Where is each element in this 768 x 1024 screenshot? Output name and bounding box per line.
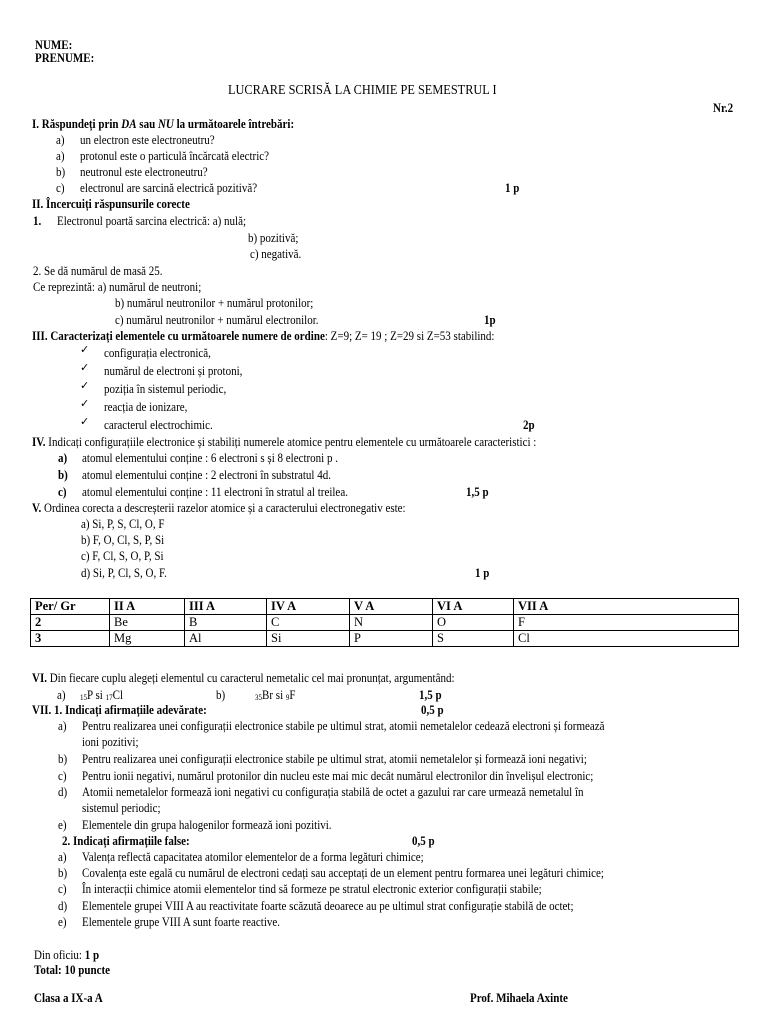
s4-item-text: atomul elementului conține : 11 electroni în stratul al treilea. [82,485,348,499]
section-2-title: II. Încercuiți răspunsurile corecte [32,197,190,211]
s7-2-item-letter: c) [58,882,67,896]
s2-q1-number: 1. [33,214,42,228]
s2-q1-option-b: b) pozitivă; [248,231,299,245]
s2-q2-text: 2. Se dă numărul de masă 25. [33,264,163,278]
s6-pair-b-letter: b) [216,688,226,702]
table-cell: Be [110,615,185,631]
s5-option: b) F, O, Cl, S, P, Si [81,533,165,547]
s1-item-text: neutronul este electroneutru? [80,165,208,179]
s1-item-text: electronul are sarcină electrică pozitivă? [80,181,258,195]
s7-2-item-text: Elementele grupe VIII A sunt foarte reactive. [82,915,281,929]
s7-1-item-line: Atomii nemetalelor formează ioni negativi cu configurația stabilă de octet a gazului rar care urmează nemetalul în [82,785,584,799]
checkmark-icon: ✓ [80,362,90,374]
s1-item-text: protonul este o particulă încărcată electric? [80,149,270,163]
s7-2-item-text: În interacții chimice atomii elementelor tind să formeze pe stratul electronic exterior configurații stabile; [82,882,542,896]
s1-item-letter: a) [56,133,65,147]
s7-1-item-letter: e) [58,818,67,832]
checkmark-icon: ✓ [80,380,90,392]
table-cell: F [514,615,739,631]
s7-2-item-letter: d) [58,899,68,913]
s3-item: caracterul electrochimic. [104,418,213,432]
variant-number: Nr.2 [713,101,734,115]
s2-q1-text: Electronul poartă sarcina electrică: a) nulă; [57,214,247,228]
table-header-cell: VI A [433,599,514,615]
s1-item-letter: c) [56,181,65,195]
s7-1-item-line: sistemul periodic; [82,801,161,815]
s7-2-item-text: Valența reflectă capacitatea atomilor elementelor de a forma legături chimice; [82,850,424,864]
checkmark-icon: ✓ [80,416,90,428]
s7-2-item-letter: a) [58,850,67,864]
s4-points: 1,5 p [466,485,489,499]
s4-item-letter: c) [58,485,67,499]
s7-2-item-text: Elementele grupei VIII A au reactivitate foarte scăzută deoarece au pe ultimul strat configurație stabilă de octet; [82,899,574,913]
teacher-name: Prof. Mihaela Axinte [470,991,568,1005]
s7-1-item-line: ioni pozitivi; [82,735,139,749]
s1-item-text: un electron este electroneutru? [80,133,215,147]
s5-option: d) Si, P, Cl, S, O, F. [81,566,167,580]
section-7-2-title: 2. Indicați afirmațiile false: [62,834,190,848]
s2-q2-option-b: b) numărul neutronilor + numărul protonilor; [115,296,314,310]
s1-item-letter: a) [56,149,65,163]
table-row [31,615,739,631]
s7-2-item-text: Covalența este egală cu numărul de electroni cedați sau acceptați de un element pentru formarea unei legături chimice; [82,866,604,880]
oficiu-points: Din oficiu: 1 p [34,948,100,962]
table-cell: O [433,615,514,631]
s7-1-item-letter: a) [58,719,67,733]
nume-label: NUME: [35,38,73,52]
s5-option: c) F, Cl, S, O, P, Si [81,549,164,563]
s7-1-points: 0,5 p [421,703,444,717]
table-cell: Mg [110,631,185,647]
s1-item-letter: b) [56,165,66,179]
page-title: LUCRARE SCRISĂ LA CHIMIE PE SEMESTRUL I [228,83,497,98]
s7-1-item-letter: c) [58,769,67,783]
class-label: Clasa a IX-a A [34,991,103,1005]
checkmark-icon: ✓ [80,398,90,410]
s3-item: numărul de electroni și protoni, [104,364,243,378]
section-6-title: VI. Din fiecare cuplu alegeți elementul cu caracterul nemetalic cel mai pronunțat, argumentând: [32,671,455,685]
s7-2-points: 0,5 p [412,834,435,848]
s2-q2-option-c: c) numărul neutronilor + numărul electronilor. [115,313,319,327]
table-cell: Si [267,631,350,647]
prenume-label: PRENUME: [35,51,95,65]
section-7-1-title: VII. 1. Indicați afirmațiile adevărate: [32,703,207,717]
s7-1-item-line: Elementele din grupa halogenilor formează ioni pozitivi. [82,818,332,832]
s4-item-letter: a) [58,451,68,465]
s2-q2-prompt: Ce reprezintă: a) numărul de neutroni; [33,280,202,294]
s7-1-item-letter: d) [58,785,68,799]
table-cell: S [433,631,514,647]
s2-points: 1p [484,313,496,327]
table-row [31,631,739,647]
table-cell: C [267,615,350,631]
periodic-table-excerpt [30,598,739,647]
section-4-title: IV. Indicați configurațiile electronice și stabiliți numerele atomice pentru elementele cu următoarele caracteristici : [32,435,537,449]
section-1-title: I. Răspundeți prin DA sau NU la următoarele întrebări: [32,117,295,131]
s7-1-item-line: Pentru ionii negativi, numărul protonilor din nucleu este mai mic decât numărul electronilor din învelișul electronic; [82,769,594,783]
s3-points: 2p [523,418,535,432]
table-cell: B [185,615,267,631]
s6-pair-b: $_{35}$Br si $_9$F [255,688,296,702]
table-cell: Al [185,631,267,647]
s3-item: reacția de ionizare, [104,400,188,414]
table-header-row [31,599,739,615]
s2-q1-option-c: c) negativă. [250,247,302,261]
s7-1-item-line: Pentru realizarea unei configurații electronice stabile pe ultimul strat, atomii nemetalelor și formează ioni negativi; [82,752,587,766]
s7-2-item-letter: e) [58,915,67,929]
table-cell: 2 [31,615,110,631]
section-5-title: V. Ordinea corecta a descreșterii razelor atomice și a caracterului electronegativ este: [32,501,406,515]
total-points: Total: 10 puncte [34,963,110,977]
s1-points: 1 p [505,181,520,195]
s7-1-item-line: Pentru realizarea unei configurații electronice stabile pe ultimul strat, atomii nemetalelor cedează electroni și formează [82,719,605,733]
s3-item: configurația electronică, [104,346,211,360]
s6-pair-a: $_{15}$P si $_{17}$Cl [80,688,124,702]
table-header-cell: Per/ Gr [31,599,110,615]
checkmark-icon: ✓ [80,344,90,356]
s4-item-letter: b) [58,468,68,482]
section-3-title: III. Caracterizați elementele cu următoarele numere de ordine: Z=9; Z= 19 ; Z=29 si Z=53 stabilind: [32,329,495,343]
s6-points: 1,5 p [419,688,442,702]
table-header-cell: III A [185,599,267,615]
s4-item-text: atomul elementului conține : 6 electroni s și 8 electroni p . [82,451,338,465]
table-header-cell: VII A [514,599,739,615]
table-header-cell: II A [110,599,185,615]
s7-2-item-letter: b) [58,866,68,880]
s3-item: poziția în sistemul periodic, [104,382,227,396]
table-header-cell: V A [350,599,433,615]
s5-points: 1 p [475,566,490,580]
table-header-cell: IV A [267,599,350,615]
s7-1-item-letter: b) [58,752,68,766]
table-cell: P [350,631,433,647]
s5-option: a) Si, P, S, Cl, O, F [81,517,165,531]
s6-pair-a-letter: a) [57,688,66,702]
table-cell: Cl [514,631,739,647]
s4-item-text: atomul elementului conține : 2 electroni în substratul 4d. [82,468,331,482]
table-cell: N [350,615,433,631]
table-cell: 3 [31,631,110,647]
